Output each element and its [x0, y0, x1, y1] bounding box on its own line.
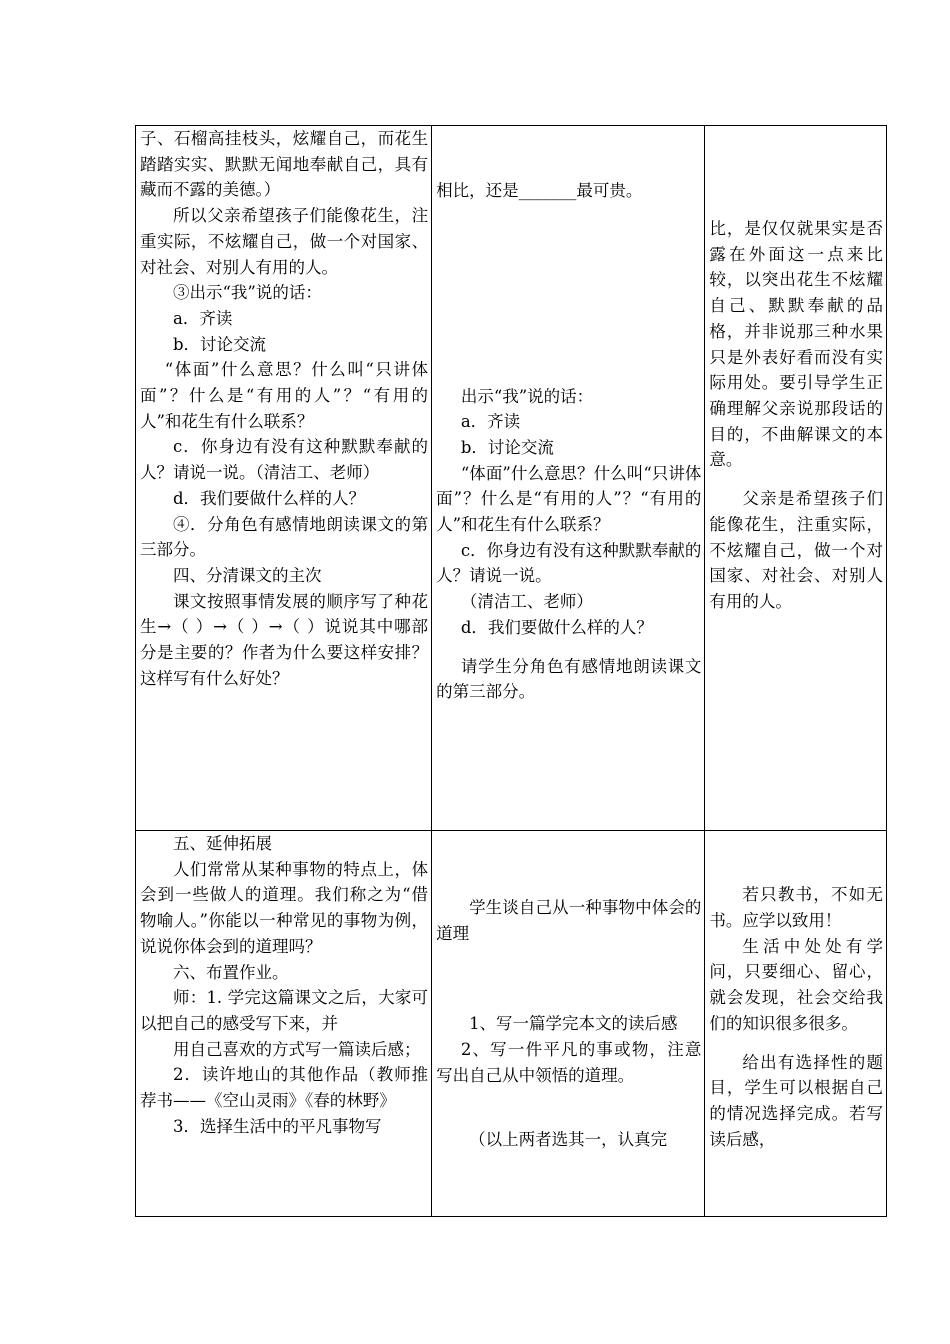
paragraph: ④．分角色有感情地朗读课文的第三部分。: [140, 514, 429, 560]
paragraph: a．齐读: [460, 412, 521, 432]
paragraph: 子、石榴高挂枝头，炫耀自己，而花生踏踏实实、默默无闻地奉献自己，具有藏而不露的美德。）: [140, 129, 429, 200]
paragraph: 生活中处处有学问，只要细心、留心，就会发现，社会交给我们的知识很多很多。: [709, 936, 883, 1033]
lesson-plan-table: [135, 125, 887, 1217]
paragraph: “体面”什么意思？什么叫“只讲体面”？什么是“有用的人”？“有用的人”和花生有什么联系？: [436, 463, 702, 535]
paragraph: 出示“我”说的话：: [460, 386, 594, 406]
teaching-process-cell: [136, 831, 432, 1217]
paragraph: 用自己喜欢的方式写一篇读后感；: [173, 1039, 421, 1059]
paragraph: 六、布置作业。: [173, 962, 289, 982]
paragraph: 1、写一篇学完本文的读后感: [469, 1014, 678, 1034]
paragraph: 给出有选择性的题目，学生可以根据自己的情况选择完成。若写读后感，: [709, 1052, 883, 1149]
paragraph: 人们常常从某种事物的特点上，体会到一些做人的道理。我们称之为“借物喻人。”你能以一种常见的事物为例，说说你体会到的道理吗？: [140, 859, 429, 956]
paragraph: c．你身边有没有这种默默奉献的人？请说一说。（清洁工、老师）: [140, 437, 429, 483]
paragraph: 课文按照事情发展的顺序写了种花生→（ ）→（ ）→（ ）说说其中哪部分是主要的？作者为什么要这样安排？这样写有什么好处？: [140, 591, 429, 688]
paragraph: （以上两者选其一，认真完: [469, 1129, 668, 1149]
table-row: [136, 126, 887, 831]
paragraph: ③出示“我”说的话：: [173, 283, 322, 303]
paragraph: 五、延伸拓展: [173, 834, 272, 853]
paragraph: a．齐读: [173, 308, 233, 328]
paragraph: c．你身边有没有这种默默奉献的人？请说一说。: [436, 540, 702, 586]
paragraph: 请学生分角色有感情地朗读课文的第三部分。: [436, 656, 702, 702]
paragraph: 四、分清课文的主次: [173, 565, 322, 585]
paragraph: 父亲是希望孩子们能像花生，注重实际，不炫耀自己，做一个对国家、对社会、对别人有用的人。: [709, 489, 883, 611]
design-intent-cell: [705, 831, 887, 1217]
table-row: [136, 831, 887, 1217]
paragraph: d．我们要做什么样的人？: [460, 617, 653, 637]
paragraph: 2．读许地山的其他作品（教师推荐书——《空山灵雨》《春的林野》: [140, 1065, 429, 1111]
paragraph: 所以父亲希望孩子们能像花生，注重实际，不炫耀自己，做一个对国家、对社会、对别人有用的人。: [140, 206, 429, 277]
paragraph: b．讨论交流: [173, 334, 267, 354]
student-activity-cell: [432, 831, 705, 1217]
paragraph: 2、写一件平凡的事或物，注意写出自己从中领悟的道理。: [436, 1039, 702, 1085]
paragraph: 学生谈自己从一种事物中体会的道理: [436, 898, 702, 944]
paragraph: b．讨论交流: [460, 437, 554, 457]
paragraph: 相比，还是_______最可贵。: [436, 180, 643, 200]
paragraph: 3．选择生活中的平凡事物写: [173, 1116, 382, 1136]
paragraph: 比，是仅仅就果实是否露在外面这一点来比较，以突出花生不炫耀自己、默默奉献的品格，并非说那三种水果只是外表好看而没有实际用处。要引导学生正确理解父亲说那段话的目的，不曲解课文的本意。: [709, 219, 883, 470]
paragraph: d．我们要做什么样的人？: [173, 488, 366, 508]
paragraph: （清洁工、老师）: [460, 592, 593, 612]
design-intent-cell: [705, 126, 887, 831]
paragraph: 若只教书，不如无书。应学以致用！: [709, 885, 883, 931]
student-activity-cell: [432, 126, 705, 831]
paragraph: 师：1. 学完这篇课文之后，大家可以把自己的感受写下来，并: [140, 988, 429, 1033]
paragraph: “体面”什么意思？什么叫“只讲体面”？什么是“有用的人”？“有用的人”和花生有什么联系？: [140, 360, 429, 431]
teaching-process-cell: [136, 126, 432, 831]
